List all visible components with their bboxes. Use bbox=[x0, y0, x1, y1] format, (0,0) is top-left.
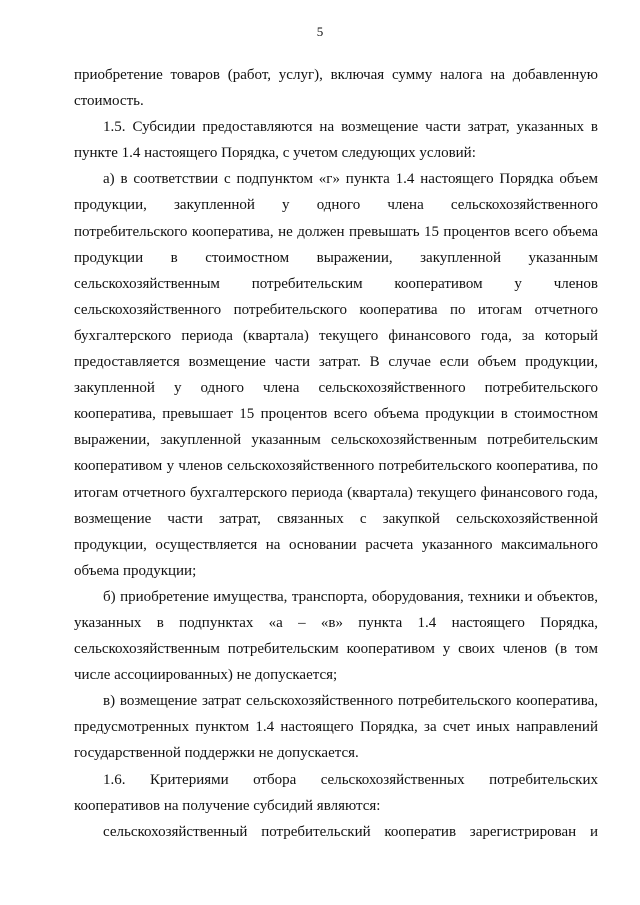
paragraph-continuation: приобретение товаров (работ, услуг), включая сумму налога на добавленную стоимость. bbox=[74, 67, 598, 110]
paragraph-1-6: 1.6. Критериями отбора сельскохозяйственных потребительских кооперативов на получение субсидий являются: bbox=[74, 771, 598, 814]
page-number: 5 bbox=[316, 24, 324, 39]
paragraph-criteria-start: сельскохозяйственный потребительский кооператив зарегистрирован и bbox=[103, 823, 598, 840]
paragraph-v: в) возмещение затрат сельскохозяйственного потребительского кооператива, предусмотренных пунктом 1.4 настоящего Порядка, за счет иных направлений государственной поддержки не допускается. bbox=[74, 693, 598, 762]
paragraph-1-5: 1.5. Субсидии предоставляются на возмещение части затрат, указанных в пункте 1.4 настоящего Порядка, с учетом следующих условий: bbox=[74, 119, 598, 162]
paragraph-a: а) в соответствии с подпунктом «г» пункта 1.4 настоящего Порядка объем продукции, закупленной у одного члена сельскохозяйственного потребительского кооператива, не должен превышать 15 процентов всего объема продукции в стоимостном выражении, закупленной указанным сельскохозяйственным потребительским кооперативом у членов сельскохозяйственного потребительского кооператива по итогам отчетного бухгалтерского периода (квартала) текущего финансового года, за который предоставляется возмещение части затрат. В случае если объем продукции, закупленной у одного члена сельскохозяйственного потребительского кооператива, превышает 15 процентов всего объема продукции в стоимостном выражении, закупленной указанным сельскохозяйственным потребительским кооперативом у членов сельскохозяйственного потребительского кооператива, по итогам отчетного бухгалтерского периода (квартала) текущего финансового года, возмещение части затрат, связанных с закупкой сельскохозяйственной продукции, осуществляется на основании расчета указанного максимального объема продукции; bbox=[74, 171, 598, 579]
document-body bbox=[74, 62, 598, 845]
paragraph-b: б) приобретение имущества, транспорта, оборудования, техники и объектов, указанных в подпунктах «а – «в» пункта 1.4 настоящего Порядка, сельскохозяйственным потребительским кооперативом у своих членов (в том числе ассоциированных) не допускается; bbox=[74, 588, 598, 684]
